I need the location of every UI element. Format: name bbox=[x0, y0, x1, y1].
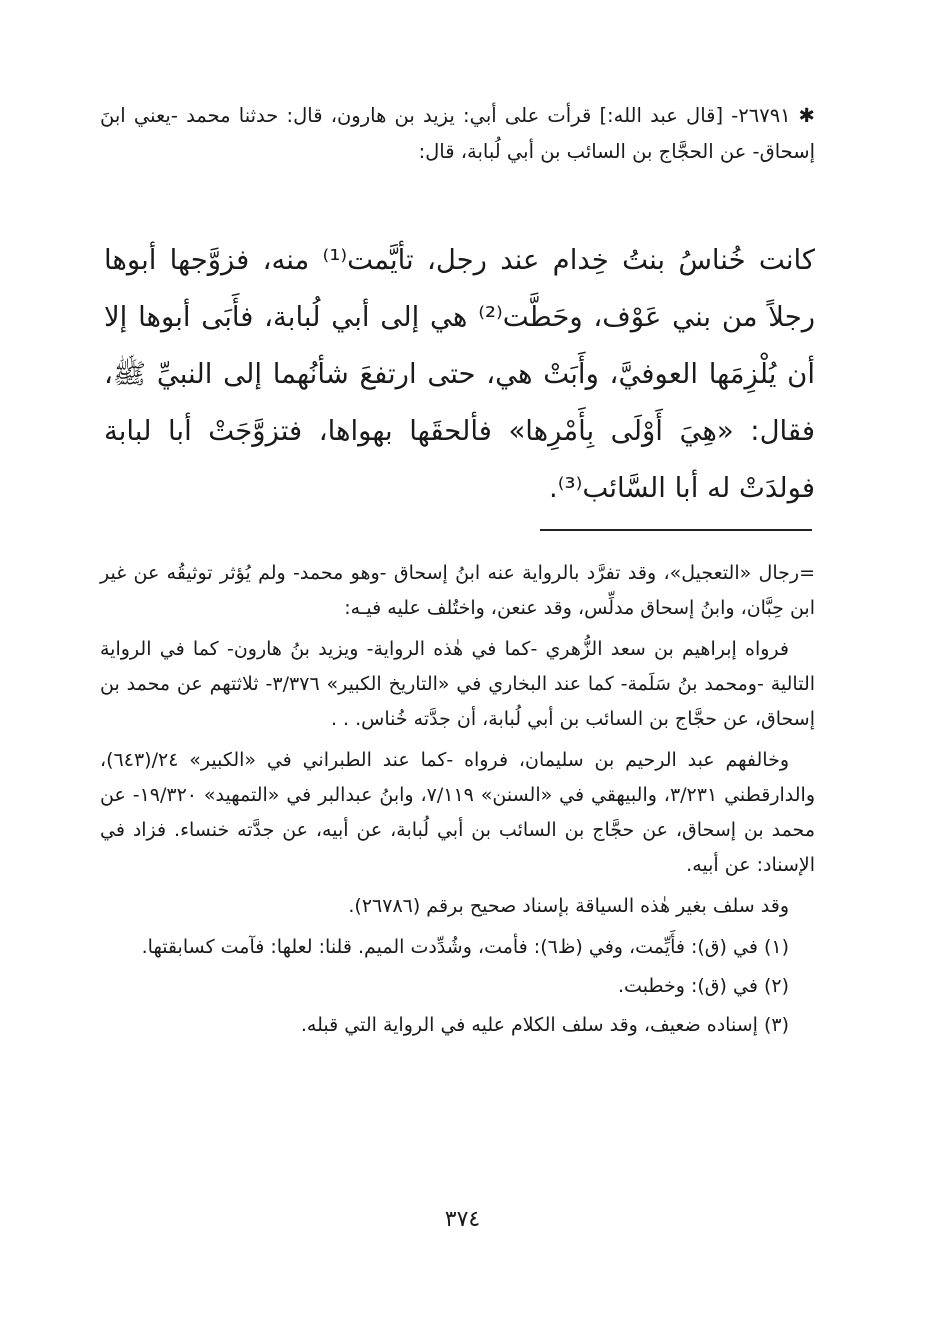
footnote-3: (٣) إسناده ضعيف، وقد سلف الكلام عليه في الرواية التي قبله. bbox=[300, 1014, 789, 1036]
page-number: ٣٧٤ bbox=[444, 1207, 481, 1232]
note-paragraph-2: فرواه إبراهيم بن سعد الزُّهري -كما في هٰذه الرواية- ويزيد بنُ هارون- كما في الرواية التالية -ومحمد بنُ سَلَمة- كما عند البخاري في «التاريخ الكبير» ٣/٣٧٦- ثلاثتهم عن محمد بن إسحاق، عن حجَّاج بن السائب بن أبي لُبابة، أن جدَّته خُناس. . . bbox=[100, 638, 816, 730]
hadith-header bbox=[100, 98, 815, 170]
footnote-2: (٢) في (ق): وخطبت. bbox=[618, 975, 789, 997]
footnote-separator bbox=[540, 529, 812, 531]
hadith-header-text: ٢٦٧٩١- [قال عبد الله:] قرأت على أبي: يزيد بن هارون، قال: حدثنا محمد -يعني ابنَ إسحاق- عن الحجَّاج بن السائب بن أبي لُبابة، قال: bbox=[100, 104, 815, 163]
footnotes bbox=[100, 556, 815, 1047]
hadith-body bbox=[104, 232, 815, 517]
asterisk-icon: ✱ bbox=[798, 104, 815, 127]
note-paragraph-4: وقد سلف بغير هٰذه السياقة بإسناد صحيح برقم (٢٦٧٨٦). bbox=[348, 895, 789, 917]
footnote-1: (١) في (ق): فأَيِّمت، وفي (ظ٦): فأمت، وشُدِّدت الميم. قلنا: لعلها: فآمت كسابقتها. bbox=[141, 936, 789, 958]
note-paragraph-1: =رجال «التعجيل»، وقد تفرَّد بالرواية عنه ابنُ إسحاق -وهو محمد- ولم يُؤثر توثيقُه عن غير ابن حِبَّان، وابنُ إسحاق مدلِّس، وقد عنعن، واختُلف عليه فيـه: bbox=[100, 562, 815, 619]
hadith-body-text: كانت خُناسُ بنتُ خِدام عند رجل، تأيَّمت⁽¹⁾ منه، فزوَّجها أبوها رجلاً من بني عَوْف، وحَطَّت⁽²⁾ هي إلى أبي لُبابة، فأَبَى أبوها إلا أن يُلْزِمَها العوفيَّ، وأَبَتْ هي، حتى ارتفعَ شأنُهما إلى النبيِّ ﷺ، فقال: «هِيَ أَوْلَى بِأَمْرِها» فألحقَها بهواها، فتزوَّجَتْ أبا لبابة فولدَتْ له أبا السَّائب⁽³⁾. bbox=[104, 244, 815, 504]
note-paragraph-3: وخالفهم عبد الرحيم بن سليمان، فرواه -كما عند الطبراني في «الكبير» ٢٤/(٦٤٣)، والدارقطني ٣/٢٣١، والبيهقي في «السنن» ٧/١١٩، وابنُ عبدالبر في «التمهيد» ١٩/٣٢٠- عن محمد بن إسحاق، عن حجَّاج بن السائب بن أبي لُبابة، عن أبيه، عن جدَّته خنساء. فزاد في الإسناد: عن أبيه. bbox=[100, 749, 815, 876]
